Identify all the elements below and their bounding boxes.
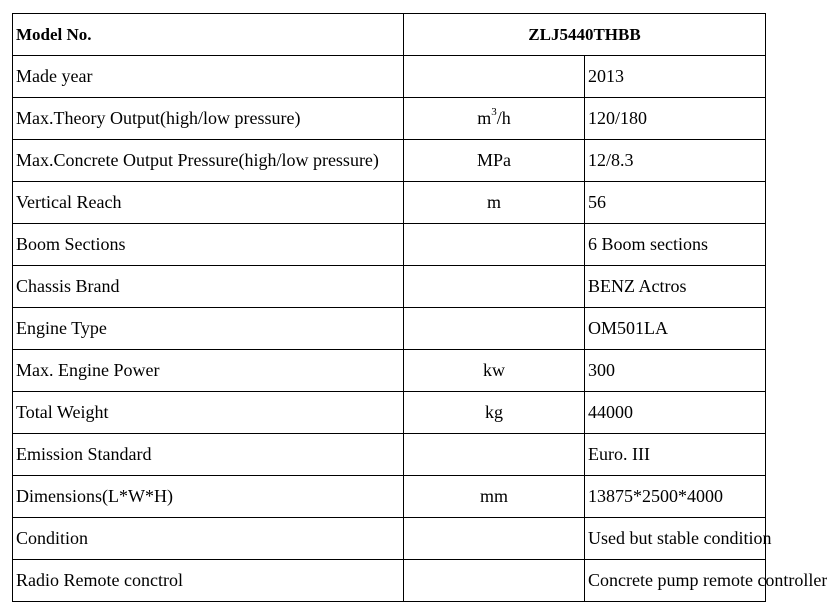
row-unit: m xyxy=(404,182,585,224)
table-header-row xyxy=(13,14,766,56)
table-row xyxy=(13,392,766,434)
header-label: Model No. xyxy=(13,14,404,56)
row-label: Max. Engine Power xyxy=(13,350,404,392)
row-unit xyxy=(404,434,585,476)
row-value: 6 Boom sections xyxy=(585,224,766,266)
unit-base: m xyxy=(477,108,492,128)
row-label: Chassis Brand xyxy=(13,266,404,308)
row-value: OM501LA xyxy=(585,308,766,350)
row-unit xyxy=(404,56,585,98)
table-row xyxy=(13,434,766,476)
header-model-value: ZLJ5440THBB xyxy=(404,14,766,56)
row-label: Dimensions(L*W*H) xyxy=(13,476,404,518)
row-unit xyxy=(404,98,585,140)
row-unit: MPa xyxy=(404,140,585,182)
row-value: Euro. III xyxy=(585,434,766,476)
table-row xyxy=(13,266,766,308)
row-value: 120/180 xyxy=(585,98,766,140)
row-value: 300 xyxy=(585,350,766,392)
table-row xyxy=(13,224,766,266)
row-value: 44000 xyxy=(585,392,766,434)
row-label: Radio Remote conctrol xyxy=(13,560,404,602)
row-label: Made year xyxy=(13,56,404,98)
row-value: BENZ Actros xyxy=(585,266,766,308)
table-row xyxy=(13,182,766,224)
spec-table xyxy=(12,13,827,602)
row-unit xyxy=(404,308,585,350)
table-row xyxy=(13,350,766,392)
row-value: 12/8.3 xyxy=(585,140,766,182)
row-label: Total Weight xyxy=(13,392,404,434)
row-label: Max.Concrete Output Pressure(high/low pressure) xyxy=(13,140,404,182)
table-row xyxy=(13,518,766,560)
row-label: Emission Standard xyxy=(13,434,404,476)
table-row xyxy=(13,308,766,350)
row-value: Concrete pump remote controller xyxy=(585,560,766,602)
table-row xyxy=(13,476,766,518)
row-unit xyxy=(404,266,585,308)
row-value: Used but stable condition xyxy=(585,518,766,560)
row-value: 56 xyxy=(585,182,766,224)
row-label: Boom Sections xyxy=(13,224,404,266)
table-row xyxy=(13,56,766,98)
row-value: 13875*2500*4000 xyxy=(585,476,766,518)
row-label: Condition xyxy=(13,518,404,560)
row-unit: mm xyxy=(404,476,585,518)
table-row xyxy=(13,560,766,602)
row-unit xyxy=(404,560,585,602)
row-label: Engine Type xyxy=(13,308,404,350)
row-unit xyxy=(404,518,585,560)
unit-rest: /h xyxy=(496,108,511,128)
row-label: Max.Theory Output(high/low pressure) xyxy=(13,98,404,140)
row-label: Vertical Reach xyxy=(13,182,404,224)
row-value: 2013 xyxy=(585,56,766,98)
row-unit xyxy=(404,224,585,266)
unit-superscript: 3 xyxy=(491,106,497,118)
row-unit: kg xyxy=(404,392,585,434)
row-unit: kw xyxy=(404,350,585,392)
table-row xyxy=(13,140,766,182)
table-row xyxy=(13,98,766,140)
